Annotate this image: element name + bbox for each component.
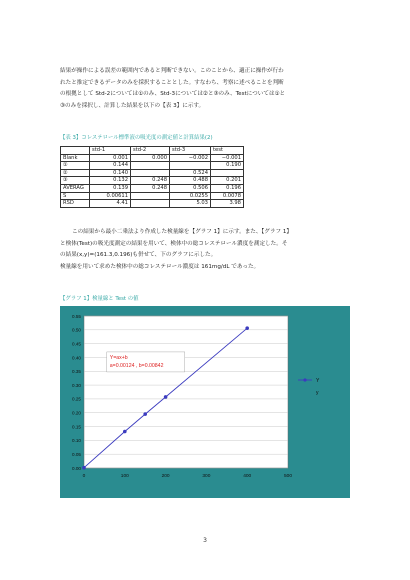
x-tick-label: 0 xyxy=(82,474,86,479)
body-line: と検体(Test)の吸光度測定の結果を用いて、検体中の総コレステロール濃度を測定した。そ xyxy=(60,240,288,247)
y-tick-label: 0.30 xyxy=(72,382,81,388)
body-line: 検量線を用いて求めた検体中の総コレステロール濃度は 161mg/dL であった。 xyxy=(60,263,260,270)
plot-area xyxy=(84,316,288,468)
table-row xyxy=(61,162,244,170)
table-cell: Blank xyxy=(61,154,90,162)
table-cell: ③ xyxy=(61,177,90,185)
results-table xyxy=(60,146,244,208)
table-cell: 3.98 xyxy=(211,200,244,208)
table-header-cell: std-3 xyxy=(170,147,211,155)
table-cell: 5.03 xyxy=(170,200,211,208)
data-point xyxy=(82,466,86,470)
table-cell: 4.41 xyxy=(90,200,131,208)
table-row xyxy=(61,184,244,192)
y-tick-label: 0.35 xyxy=(72,369,81,375)
x-tick-label: 100 xyxy=(120,474,129,479)
y-tick-label: 0.40 xyxy=(72,355,81,361)
legend-label-Y: Y xyxy=(316,377,320,384)
x-tick-label: 200 xyxy=(161,474,170,479)
table-cell: 0.140 xyxy=(90,169,131,177)
x-tick-label: 500 xyxy=(283,474,293,479)
body-paragraph xyxy=(60,227,360,273)
legend-marker-Y xyxy=(303,378,306,381)
y-tick-label: 0.10 xyxy=(72,438,81,444)
table-cell: 0.000 xyxy=(131,154,170,162)
y-tick-label: 0.15 xyxy=(72,424,81,430)
table-header-cell: std-1 xyxy=(90,147,131,155)
table-cell xyxy=(170,162,211,170)
y-tick-label: 0.50 xyxy=(72,327,81,333)
table-cell: 0.524 xyxy=(170,169,211,177)
intro-paragraph xyxy=(60,66,360,112)
table-row xyxy=(61,200,244,208)
table-header-cell: test xyxy=(211,147,244,155)
table-row xyxy=(61,192,244,200)
table-caption: 【表 3】コレステロール標準液の吸光度の測定値と計算結果(2) xyxy=(60,135,213,141)
table-cell: −0.001 xyxy=(211,154,244,162)
table-cell: −0.002 xyxy=(170,154,211,162)
page-number: 3 xyxy=(203,537,207,544)
table-cell: 0.139 xyxy=(90,184,131,192)
data-point xyxy=(245,326,249,330)
equation-coefficients: a=0.00124 , b=0.00842 xyxy=(109,362,164,369)
x-tick-label: 400 xyxy=(243,474,252,479)
intro-line: れたと推定できるデータのみを採択することとした。すなわち、考察に述べることを判断 xyxy=(60,79,284,86)
table-cell: 0.001 xyxy=(90,154,131,162)
x-tick-label: 300 xyxy=(202,474,211,479)
table-cell: 0.190 xyxy=(211,162,244,170)
table-cell: 0.196 xyxy=(211,184,244,192)
table-cell: S xyxy=(61,192,90,200)
body-line: この結果から最小二乗法より作成した検量線を【グラフ 1】に示す。また、【グラフ 1】 xyxy=(72,229,292,235)
table-cell: 0.144 xyxy=(90,162,131,170)
table-row xyxy=(61,177,244,185)
table-cell xyxy=(211,169,244,177)
table-row xyxy=(61,169,244,177)
data-point xyxy=(123,430,127,434)
table-cell: 0.00611 xyxy=(90,192,131,200)
data-point xyxy=(143,412,147,416)
y-tick-label: 0.00 xyxy=(72,465,81,471)
table-row xyxy=(61,154,244,162)
y-tick-label: 0.25 xyxy=(72,396,81,402)
table-cell xyxy=(131,192,170,200)
intro-line: 結果が操作による誤差の範囲内であると判断できない。このことから、適正に操作が行わ xyxy=(60,68,284,74)
legend-label-y: y xyxy=(316,389,319,396)
equation-label: Y=ax+b xyxy=(109,354,128,361)
calibration-chart xyxy=(60,306,350,498)
y-tick-label: 0.05 xyxy=(72,451,81,457)
table-cell: RSD xyxy=(61,200,90,208)
intro-line: ③のみを採択し、計算した結果を以下の【表 3】に示す。 xyxy=(60,102,205,109)
y-tick-label: 0.45 xyxy=(72,341,81,347)
table-cell: ② xyxy=(61,169,90,177)
table-cell: 0.132 xyxy=(90,177,131,185)
table-cell: 0.248 xyxy=(131,184,170,192)
table-header-row xyxy=(61,147,244,155)
table-cell: 0.0078 xyxy=(211,192,244,200)
data-point xyxy=(164,395,168,399)
chart-svg xyxy=(60,306,350,498)
table-header-cell xyxy=(61,147,90,155)
table-cell: AVERAG xyxy=(61,184,90,192)
graph-caption: 【グラフ 1】検量線と Test の値 xyxy=(60,296,139,302)
table-cell: ① xyxy=(61,162,90,170)
table-cell xyxy=(131,200,170,208)
y-tick-label: 0.55 xyxy=(72,313,81,319)
table-cell: 0.201 xyxy=(211,177,244,185)
table-cell: 0.0255 xyxy=(170,192,211,200)
table-cell xyxy=(131,162,170,170)
table-cell: 0.506 xyxy=(170,184,211,192)
table-cell: 0.488 xyxy=(170,177,211,185)
table-cell: 0.248 xyxy=(131,177,170,185)
y-tick-label: 0.20 xyxy=(72,410,81,416)
table-cell xyxy=(131,169,170,177)
intro-line: の根拠として Std-2については①のみ、Std-3については②と③のみ、Testについては①と xyxy=(60,91,286,97)
body-line: の結果(x,y)=(161.3,0.196)も併せて、下のグラフに示した。 xyxy=(60,252,217,258)
table-header-cell: std-2 xyxy=(131,147,170,155)
